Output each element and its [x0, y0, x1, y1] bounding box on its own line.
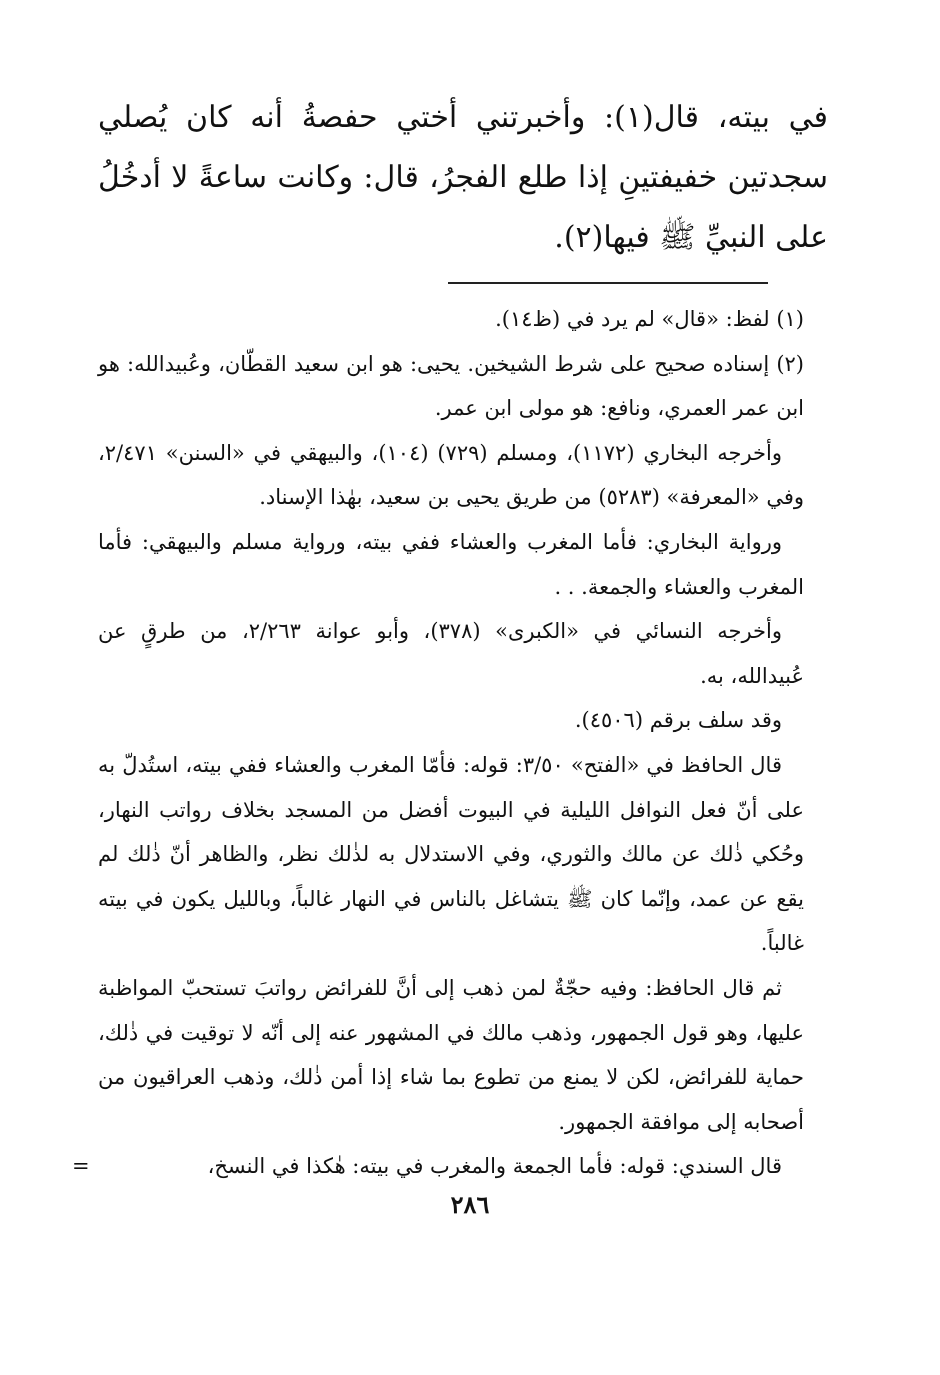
footnote-2-sindi-block: [72, 1144, 804, 1189]
footnote-2-bukhari-narration: ورواية البخاري: فأما المغرب والعشاء ففي بيته، ورواية مسلم والبيهقي: فأما المغرب والعشاء والجمعة. . .: [98, 529, 804, 599]
footnote-1: (١) لفظ: «قال» لم يرد في (ظ١٤).: [495, 307, 804, 331]
page-number: ٢٨٦: [450, 1190, 490, 1219]
footnote-2-previous-reference: وقد سلف برقم (٤٥٠٦).: [574, 708, 782, 733]
main-text: [98, 88, 828, 268]
footnote-2-hafiz-quote-continued: ثم قال الحافظ: وفيه حجّةٌ لمن ذهب إلى أنَّ للفرائض رواتبَ تستحبّ المواظبة عليها، وهو قول الجمهور، وذهب مالك في المشهور عنه إلى أنّه لا توقيت في ذٰلك، حماية للفرائض، لكن لا يمنع من تطوع بما شاء إذا أمن ذٰلك، وذهب العراقيون من أصحابه إلى موافقة الجمهور.: [98, 975, 804, 1134]
footnote-2-hafiz-quote: قال الحافظ في «الفتح» ٣/٥٠: قوله: فأمّا المغرب والعشاء ففي بيته، استُدلّ به على أنّ فعل النوافل الليلية في البيوت أفضل من المسجد بخلاف رواتب النهار، وحُكي ذٰلك عن مالك والثوري، وفي الاستدلال به لذٰلك نظر، والظاهر أنّ ذٰلك لم يقع عن عمد، وإنّما كان ﷺ يتشاغل بالناس في النهار غالباً، وبالليل يكون في بيته غالباً.: [98, 752, 804, 956]
footnote-2-sindi: قال السندي: قوله: فأما الجمعة والمغرب في بيته: هٰكذا في النسخ،: [207, 1154, 782, 1179]
footnote-separator: [448, 282, 768, 284]
main-paragraph: في بيته، قال(١): وأخبرتني أختي حفصةُ أنه كان يُصلي سجدتين خفيفتينِ إذا طلع الفجرُ، قال: وكانت ساعةً لا أدخُلُ على النبيِّ ﷺ فيها(٢).: [98, 100, 828, 255]
footnote-2: (٢) إسناده صحيح على شرط الشيخين. يحيى: هو ابن سعيد القطّان، وعُبيدالله: هو ابن عمر العمري، ونافع: هو مولى ابن عمر.: [98, 351, 804, 421]
footnote-2-takhrij: وأخرجه البخاري (١١٧٢)، ومسلم (٧٢٩) (١٠٤)، والبيهقي في «السنن» ٢/٤٧١، وفي «المعرفة» (٥٢٨٣) من طريق يحيى بن سعيد، بهٰذا الإسناد.: [98, 440, 804, 510]
footnotes: [72, 297, 804, 1189]
footnote-2-nasai: وأخرجه النسائي في «الكبرى» (٣٧٨)، وأبو عوانة ٢/٢٦٣، من طرقٍ عن عُبيدالله، به.: [98, 619, 804, 688]
continuation-mark: =: [72, 1154, 90, 1179]
